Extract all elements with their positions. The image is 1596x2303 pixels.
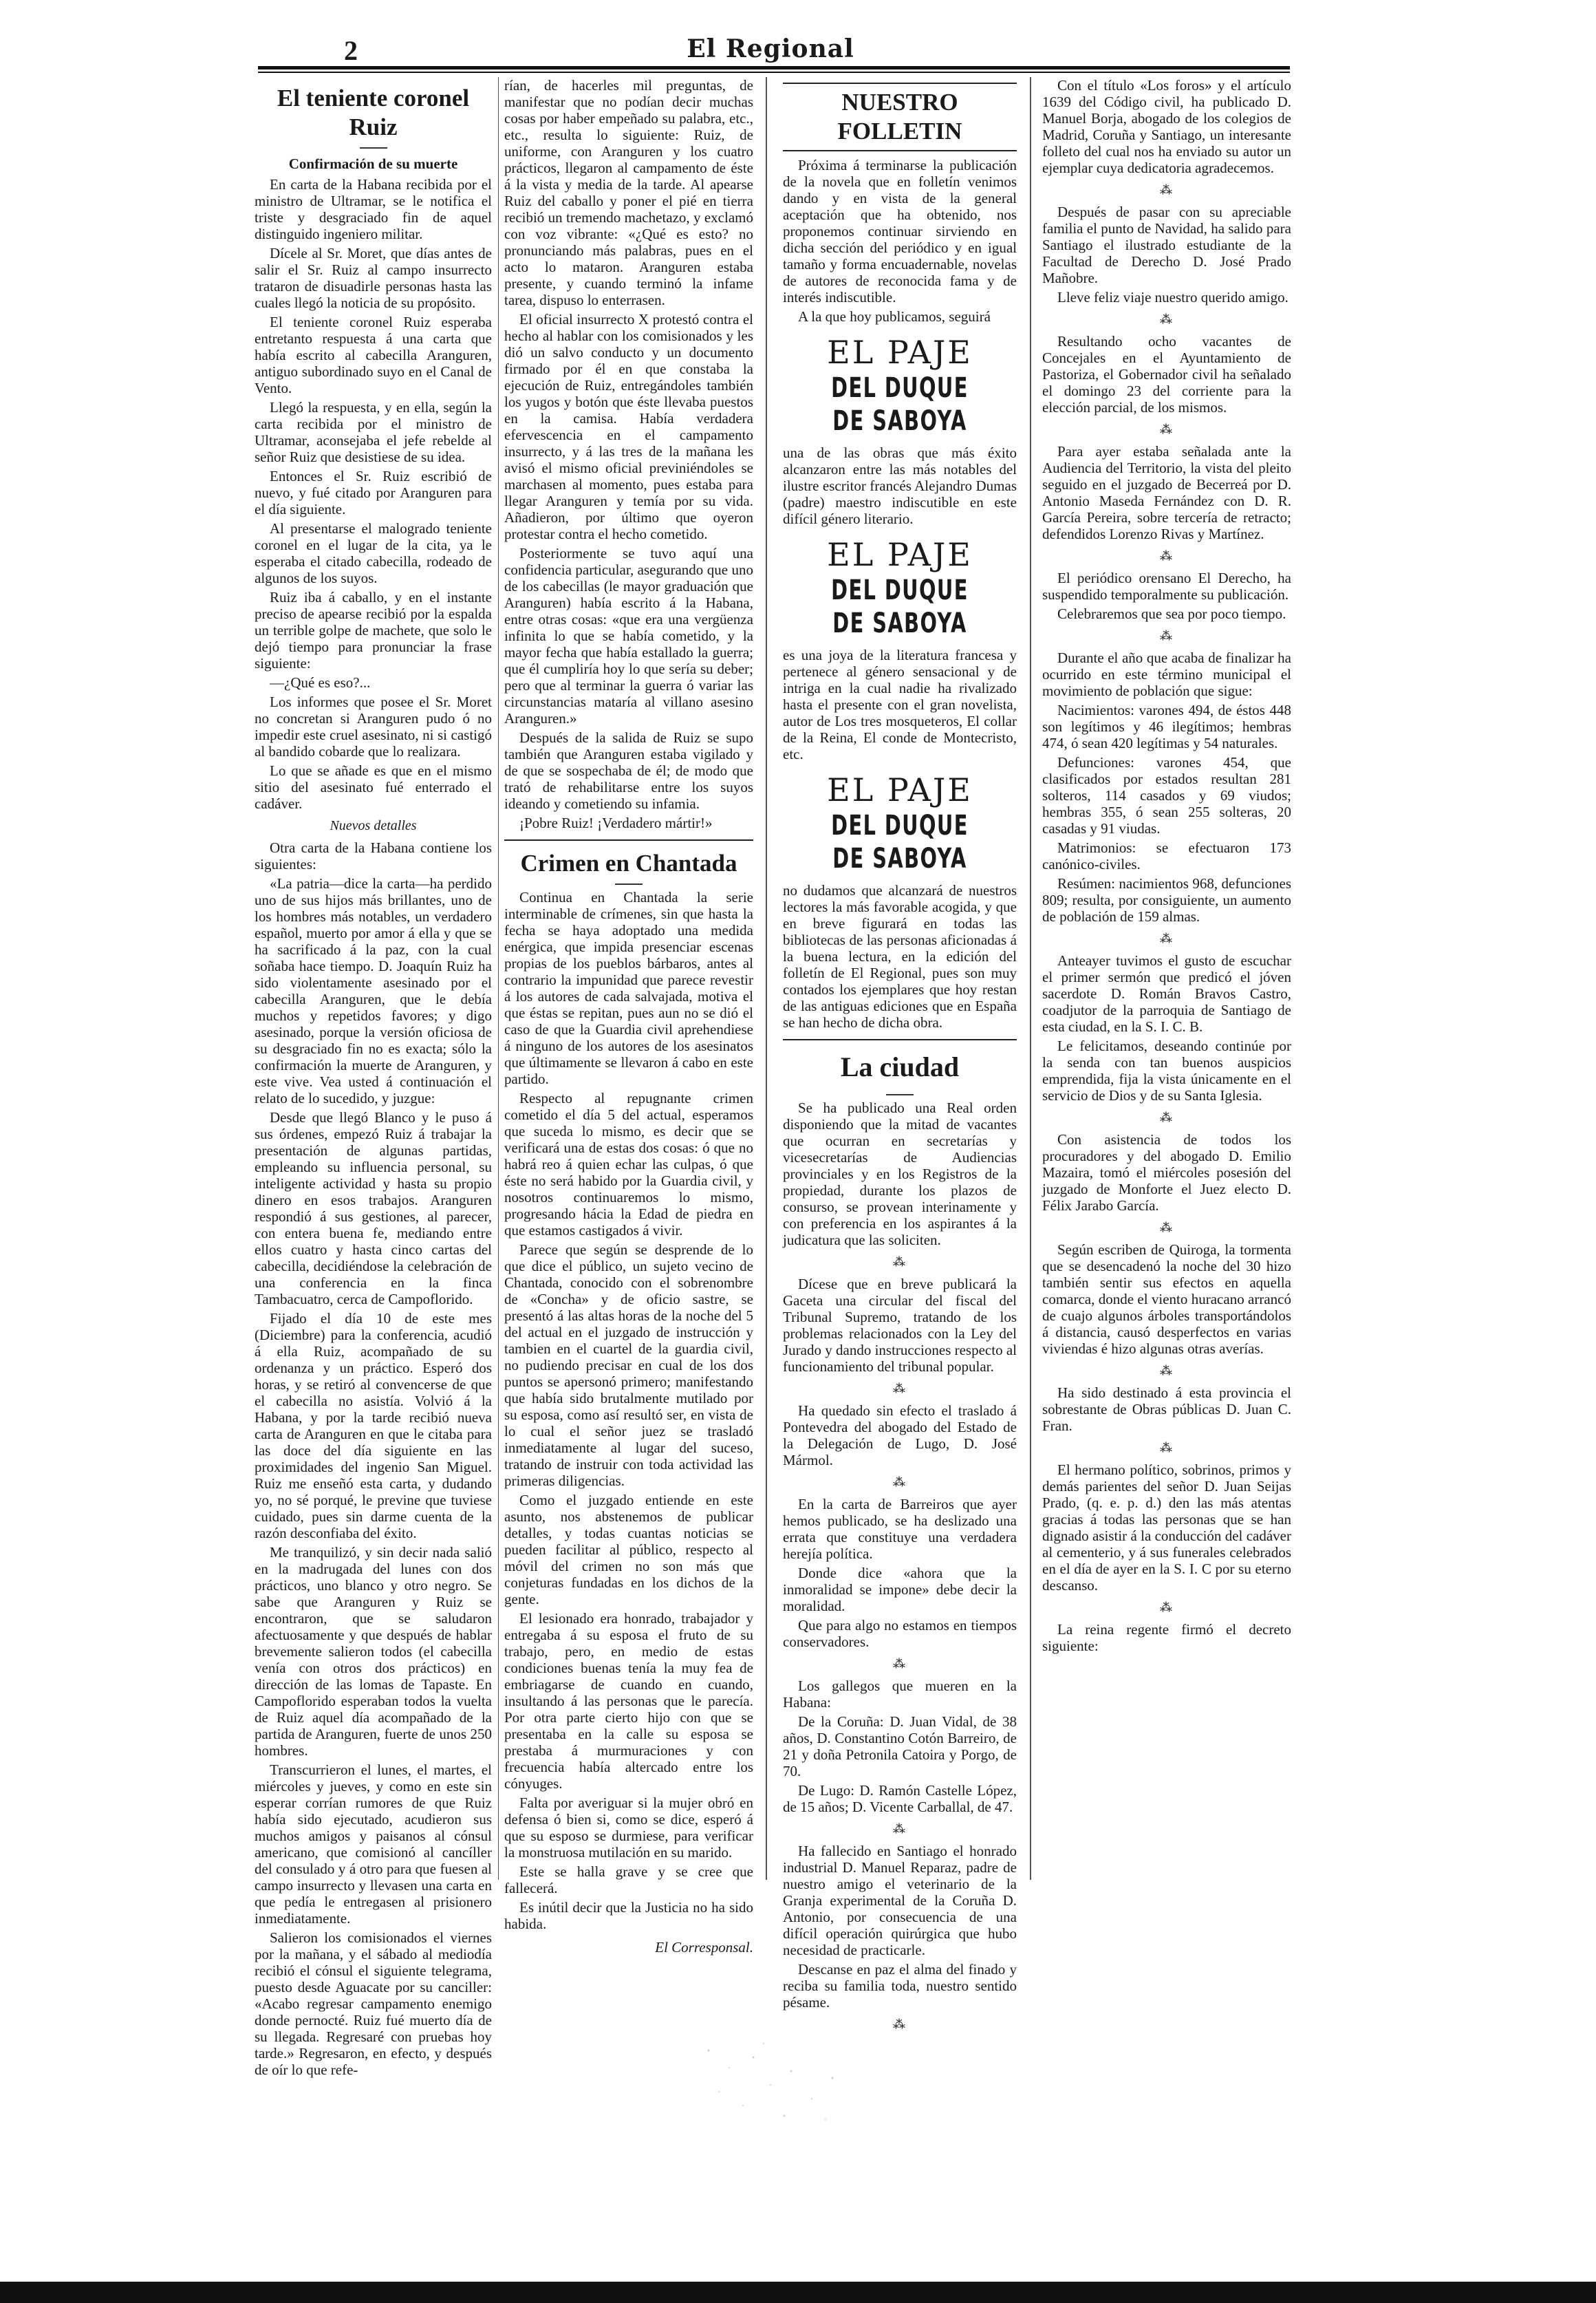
ad-text: una de las obras que más éxito alcanzaron entre las más notables del ilustre escritor francés Alejandro Dumas (padre) maestro indiscutible en este difícil género literario. — [783, 444, 1017, 527]
paragraph: Ruiz iba á caballo, y en el instante preciso de apearse recibió por la espalda un terrible golpe de machete, que solo le dejó tiempo para pronunciar la frase siguiente: — [255, 589, 492, 672]
paragraph: Transcurrieron el lunes, el martes, el miércoles y jueves, y como en este sin esperar corrían rumores de que Ruiz había sido ejecutado, acudieron sus muchos amigos y paisanos al cónsul americano, que comisionó al cancíller del consulado y á otro para que fuesen al campo insurrecto y llevasen una carta en que pedía le entregasen al prisionero inmediatamente. — [255, 1761, 492, 1927]
paragraph: Con el título «Los foros» y el artículo 1639 del Código civil, ha publicado D. Manuel Borja, abogado de los colegios de Madrid, Coruña y Santiago, un interesante folleto del cual nos ha enviado su autor un ejemplar cuya dedicatoria agradecemos. — [1042, 77, 1291, 176]
paragraph: Fijado el día 10 de este mes (Diciembre) para la conferencia, acudió á ella Ruiz, acompañado de su ordenanza y un práctico. Esperó dos horas, y se retiró al convencerse de que el cabecilla no asistía. Volvió á la Habana, y por la tarde recibió nueva carta de Aranguren en que le citaba para las doce del día siguiente en las proximidades del ingenio San Miguel. Ruiz me enseñó esta carta, y dudando yo, no sé porqué, le previne que tuviese cuidado, pues sin darme cuenta de la razón desconfiaba del éxito. — [255, 1310, 492, 1541]
paragraph: Que para algo no estamos en tiempos conservadores. — [783, 1617, 1017, 1650]
paragraph: En carta de la Habana recibida por el ministro de Ultramar, se le notifica el triste y desgraciado fin de aquel distinguido ingeniero militar. — [255, 176, 492, 242]
separator-asterism: ⁂ — [893, 1382, 907, 1395]
separator-asterism: ⁂ — [893, 1475, 907, 1489]
separator-asterism: ⁂ — [1160, 932, 1174, 945]
paragraph: Ha quedado sin efecto el traslado á Pontevedra del abogado del Estado de la Delegación de Lugo, D. José Mármol. — [783, 1402, 1017, 1468]
paragraph: Desde que llegó Blanco y le puso á sus órdenes, empezó Ruiz á trabajar la presentación de algunas partidas, empleando su influencia personal, su inteligente actividad y hasta su propio dinero en esos trabajos. Aranguren respondió á sus gestiones, al parecer, con entera buena fe, mediando entre ellos cuatro y hasta cinco cartas del cabecilla, decidiéndose la celebración de una conferencia en la finca Tambacuatro, cerca de Campoflorido. — [255, 1109, 492, 1307]
paragraph: Se ha publicado una Real orden disponiendo que la mitad de vacantes que ocurran en secretarías y vicesecretarías de Audiencias provinciales y en los Registros de la propiedad, durante los plazos de consurso, se provean interinamente y con preferencia en los aspirantes á la judicatura que las soliciten. — [783, 1100, 1017, 1248]
separator-asterism: ⁂ — [1160, 312, 1174, 326]
paragraph: Como el juzgado entiende en este asunto, nos abstenemos de publicar detalles, y todas cuantas noticias se pueden facilitar al público, respecto al móvil del crimen no son más que conjeturas fundadas en los dichos de la gente. — [504, 1492, 753, 1607]
ad-text: es una joya de la literatura francesa y pertenece al género sensacional y de intriga en la cual nadie ha rivalizado hasta el presente con el gran novelista, autor de Los tres mosqueteros, El collar de la Reina, El conde de Montecristo, etc. — [783, 647, 1017, 762]
paragraph: Defunciones: varones 454, que clasificados por estados resultan 281 solteros, 114 casados y 69 viudos; hembras 355, ó sean 255 solteras, 20 casadas y 91 viudas. — [1042, 754, 1291, 837]
paragraph: El periódico orensano El Derecho, ha suspendido temporalmente su publicación. — [1042, 570, 1291, 603]
folletin-title: NUESTRO FOLLETIN — [837, 89, 962, 144]
ad-text: no dudamos que alcanzará de nuestros lectores la más favorable acogida, y que en breve figurará en todas las bibliotecas de las personas aficionadas á la buena lectura, en la edición del folletín de El Regional, pues son muy contados los ejemplares que hoy restan de las antiguas ediciones que en España se han hecho de dicha obra. — [783, 882, 1017, 1031]
paragraph: Me tranquilizó, y sin decir nada salió en la madrugada del lunes con dos prácticos, uno blanco y otro negro. Se sabe que Aranguren y Ruiz se encontraron, que se saludaron afectuosamente y que después de hablar brevemente salieron todos (el cabecilla venía con otros dos prácticos) en dirección de las lomas de Tapaste. En Campoflorido esperaban todos la vuelta de Ruiz aquel día acompañado de la partida de Aranguren, fuerte de unos 250 hombres. — [255, 1544, 492, 1759]
paragraph: Este se halla grave y se cree que fallecerá. — [504, 1863, 753, 1896]
paragraph: Según escriben de Quiroga, la tormenta que se desencadenó la noche del 30 hizo también sentir sus efectos en aquella comarca, donde el viento huracano arrancó de cuajo algunos árboles transportándolos á distancia, causó desperfectos en varias viviendas é hizo algunas otras averías. — [1042, 1241, 1291, 1357]
paragraph: Descanse en paz el alma del finado y reciba su familia toda, nuestro sentido pésame. — [783, 1961, 1017, 2011]
paragraph: La reina regente firmó el decreto siguiente: — [1042, 1621, 1291, 1654]
scan-border-bottom — [0, 2282, 1596, 2303]
paragraph: «La patria—dice la carta—ha perdido uno de sus hijos más brillantes, uno de los hombres más notables, un verdadero español, muerto por amor á ella y que se ha sacrificado á la paz, con la cual soñaba hace tiempo. D. Joaquín Ruiz ha sido violentamente asesinado por el cabecilla Aranguren, que le debía muchos y repetidos favores; y digo asesinado, porque la versión oficiosa de su desgraciado fin no es exacta; sólo la confirmación la muerte de Aranguren, y este vive. Vea usted á continuación el relato de lo sucedido, y juzgue: — [255, 875, 492, 1106]
title-rule — [360, 147, 387, 149]
paragraph: Llegó la respuesta, y en ella, según la carta recibida por el ministro de Ultramar, aconsejaba el jefe rebelde al señor Ruiz que desistiese de su idea. — [255, 399, 492, 465]
ad-subtitle: DEL DUQUE DE SABOYA — [831, 575, 969, 639]
paragraph: Después de pasar con su apreciable familia el punto de Navidad, ha salido para Santiago el ilustrado estudiante de la Facultad de Derecho D. José Prado Mañobre. — [1042, 204, 1291, 286]
paragraph: Ha fallecido en Santiago el honrado industrial D. Manuel Reparaz, padre de nuestro amigo el veterinario de la Granja experimental de la Coruña D. Antonio, por consecuencia de una difícil operación quirúrgica que hubo necesidad de practicarle. — [783, 1843, 1017, 1958]
paragraph: A la que hoy publicamos, seguirá — [798, 308, 991, 325]
header-rule-thin — [258, 72, 1290, 73]
paragraph: Continua en Chantada la serie interminable de crímenes, sin que hasta la fecha se haya adoptado una medida enérgica, que impida presenciar escenas propias de los pueblos bárbaros, antes al contrario la impunidad que parece revestir á los autores de cada salvajada, motiva el que éstas se repitan, pues aun no se dió el caso de que la Guardia civil aprehendiese á ninguno de los autores de los asesinatos que últimamente se llevaron á cabo en este partido. — [504, 889, 753, 1087]
paragraph: Otra carta de la Habana contiene los siguientes: — [255, 839, 492, 872]
separator-asterism: ⁂ — [1160, 1221, 1174, 1234]
separator-asterism: ⁂ — [893, 1822, 907, 1836]
separator-asterism: ⁂ — [1160, 1441, 1174, 1455]
paragraph: El lesionado era honrado, trabajador y entregaba á su esposa el fruto de su trabajo, pero, en medio de estas condiciones buenas tenía la muy fea de embriagarse de cuando en cuando, insultando á las personas que le parecía. Por otra parte cierto hijo con que se presentaba en la calle su esposa se prestaba á murmuraciones y con frecuencia había altercado entre los cónyuges. — [504, 1610, 753, 1792]
paragraph: rían, de hacerles mil preguntas, de manifestar que no podían decir muchas cosas por haber empeñado su palabra, etc., etc., resulta lo siguiente: Ruiz, de uniforme, con Aranguren y los cuatro prácticos, llegaron al campamento de éste á la vista y media de la tarde. Al apearse Ruiz del caballo y poner el pié en tierra recibió un tremendo machetazo, y exclamó con voz vibrante: «¿Qué es esto? no pronunciando más palabras, pues en el acto lo mataron. Aranguren estaba presente, y cuando terminó la infame tarea, dispuso lo enterrasen. — [504, 77, 753, 308]
paragraph: El teniente coronel Ruiz esperaba entretanto respuesta á una carta que había escrito al cabecilla Aranguren, antiguo subordinado suyo en el Canal de Vento. — [255, 314, 492, 396]
paragraph: Entonces el Sr. Ruiz escribió de nuevo, y fué citado por Aranguren para el día siguiente. — [255, 468, 492, 517]
paragraph: Salieron los comisionados el viernes por la mañana, y el sábado al mediodía recibió el cónsul el siguiente telegrama, puesto desde Aguacate por su canciller: «Acabo regresar campamento enemigo donde pernocté. Ruiz fué muerto día de su llegada. Regresaré con pruebas hoy tarde.» Regresaron, en efecto, y después de oír lo que refe- — [255, 1929, 492, 2078]
paragraph: Durante el año que acaba de finalizar ha ocurrido en este término municipal el movimiento de población que sigue: — [1042, 650, 1291, 699]
paragraph: En la carta de Barreiros que ayer hemos publicado, se ha deslizado una errata que constituye una verdadera herejía política. — [783, 1496, 1017, 1562]
separator-asterism: ⁂ — [1160, 183, 1174, 197]
paragraph: Le felicitamos, deseando continúe por la senda con tan buenos auspicios emprendida, fija la vista únicamente en el servicio de Dios y de su Santa Iglesia. — [1042, 1038, 1291, 1104]
subhead-nuevos-detalles: Nuevos detalles — [330, 818, 417, 833]
paragraph: De Lugo: D. Ramón Castelle López, de 15 años; D. Vicente Carballal, de 47. — [783, 1782, 1017, 1815]
paragraph: Lleve feliz viaje nuestro querido amigo. — [1057, 289, 1288, 306]
column-3 — [783, 77, 1017, 2038]
paragraph: Resultando ocho vacantes de Concejales en el Ayuntamiento de Pastoriza, el Gobernador civil ha señalado el domingo 23 del corriente para la elección parcial, de los mismos. — [1042, 333, 1291, 416]
paragraph: Lo que se añade es que en el mismo sitio del asesinato fué enterrado el cadáver. — [255, 762, 492, 812]
paragraph: Dícese que en breve publicará la Gaceta una circular del fiscal del Tribunal Supremo, tratando de los problemas relacionados con la Ley del Jurado y dando instrucciones respecto al funcionamiento del tribunal popular. — [783, 1276, 1017, 1375]
paragraph: El hermano político, sobrinos, primos y demás parientes del señor D. Juan Seijas Prado, (q. e. p. d.) den las más atentas gracias á todas las personas que se han dignado asistir á la conducción del cadáver al cementerio, y á sus funerales celebrados en el día de ayer en la S. I. C por su eterno descanso. — [1042, 1461, 1291, 1594]
column-divider — [498, 77, 499, 1880]
paragraph: Donde dice «ahora que la inmoralidad se impone» debe decir la moralidad. — [783, 1565, 1017, 1614]
ad-title: EL PAJE — [827, 536, 973, 573]
paragraph: ¡Pobre Ruiz! ¡Verdadero mártir!» — [519, 815, 713, 831]
ad-title: EL PAJE — [827, 771, 973, 808]
paragraph: Después de la salida de Ruiz se supo también que Aranguren estaba vigilado y de que se sospechaba de él; de modo que trató de rehabilitarse entre los suyos ideando y cometiendo su infamia. — [504, 729, 753, 812]
separator-asterism: ⁂ — [1160, 1364, 1174, 1378]
column-divider — [766, 77, 767, 1880]
column-divider — [1030, 77, 1031, 1880]
signature: El Corresponsal. — [655, 1939, 753, 1956]
paragraph: Para ayer estaba señalada ante la Audiencia del Territorio, la vista del pleito seguido en el juzgado de Becerreá por D. Antonio Maseda Fernández con D. R. García Pereira, sobre tercería de retracto; defendidos Lorenzo Rivas y Martínez. — [1042, 443, 1291, 542]
paragraph: Matrimonios: se efectuaron 173 canónico-civiles. — [1042, 839, 1291, 872]
paragraph: Celebraremos que sea por poco tiempo. — [1057, 606, 1286, 622]
separator-asterism: ⁂ — [1160, 549, 1174, 563]
paragraph: Al presentarse el malogrado teniente coronel en el lugar de la cita, ya le esperaba el citado cabecilla, rodeado de algunos de los suyos. — [255, 520, 492, 586]
section-rule — [783, 1039, 1017, 1040]
paragraph: Respecto al repugnante crimen cometido el día 5 del actual, esperamos que suceda lo mismo, es decir que se verificará una de estas dos cosas: ó que no habrá reo á quien echar las culpas, ó que éste no será habido por la Guardia civil, y nosotros continuaremos lo mismo, progresando hácia la Edad de piedra en que estamos castigados á vivir. — [504, 1090, 753, 1239]
paragraph: Con asistencia de todos los procuradores y del abogado D. Emilio Mazaira, tomó el miércoles posesión del juzgado de Monforte el Juez electo D. Félix Jarabo García. — [1042, 1131, 1291, 1214]
paragraph: Ha sido destinado á esta provincia el sobrestante de Obras públicas D. Juan C. Fran. — [1042, 1384, 1291, 1434]
scan-noise — [688, 2037, 867, 2133]
paragraph: De la Coruña: D. Juan Vidal, de 38 años, D. Constantino Cotón Barreiro, de 21 y doña Petronila Catoira y Porgo, de 70. — [783, 1713, 1017, 1779]
title-rule — [615, 883, 643, 885]
paragraph: Los gallegos que mueren en la Habana: — [783, 1678, 1017, 1711]
paragraph: Los informes que posee el Sr. Moret no concretan si Aranguren pudo ó no impedir este cruel asesinato, ni si castigó al bandido cobarde que lo realizara. — [255, 694, 492, 760]
paragraph: —¿Qué es eso?... — [270, 674, 371, 691]
paragraph: Anteayer tuvimos el gusto de escuchar el primer sermón que predicó el jóven sacerdote D. Román Bravos Castro, coadjutor de la parroquia de Santiago de esta ciudad, en la S. I. C. B. — [1042, 952, 1291, 1035]
masthead — [248, 30, 1293, 65]
paragraph: Parece que según se desprende de lo que dice el público, un sujeto vecino de Chantada, conocido con el sobrenombre de «Concha» y de oficio sastre, se presentó á las altas horas de la noche del 5 del actual en el juzgado de instrucción y tambien en el cuartel de la guardia civil, no pudiendo precisar en cual de los dos puntos se apersonó primero; manifestando que había sido brutalmente mutilado por su esposa, como así resultó ser, en vista de lo cual el señor juez se trasladó inmediatamente al lugar del suceso, tratando de instruir con toda actividad las primeras diligencias. — [504, 1241, 753, 1489]
column-1 — [255, 77, 492, 2081]
separator-asterism: ⁂ — [1160, 629, 1174, 643]
paragraph: Dícele al Sr. Moret, que días antes de salir el Sr. Ruiz al campo insurrecto trataron de disuadirle personas hasta las cuales llegó la noticia de su propósito. — [255, 245, 492, 311]
article-title-ruiz: El teniente coronel Ruiz — [277, 85, 470, 140]
ad-subtitle: DEL DUQUE DE SABOYA — [831, 372, 969, 437]
article-title-chantada: Crimen en Chantada — [520, 850, 737, 877]
column-2 — [504, 77, 753, 1956]
separator-asterism: ⁂ — [893, 1657, 907, 1671]
separator-asterism: ⁂ — [1160, 1111, 1174, 1124]
section-title-la-ciudad: La ciudad — [840, 1051, 960, 1082]
paragraph: Falta por averiguar si la mujer obró en defensa ó bien si, como se dice, esperó á que su esposo se durmiese, para verificar la monstruosa mutilación en su marido. — [504, 1795, 753, 1861]
column-4 — [1042, 77, 1291, 1657]
ad-subtitle: DEL DUQUE DE SABOYA — [831, 810, 969, 875]
separator-asterism: ⁂ — [1160, 422, 1174, 436]
ad-title: EL PAJE — [827, 334, 973, 371]
newspaper-name: El Regional — [687, 34, 854, 63]
paragraph: Próxima á terminarse la publicación de la novela que en folletín venimos dando y en vista de la general aceptación que ha obtenido, nos proponemos continuar sirviendo en dicha sección del periódico y en igual tamaño y forma encuadernable, novelas de autores de reconocida fama y de interés indiscutible. — [783, 157, 1017, 306]
article-subtitle: Confirmación de su muerte — [288, 156, 458, 172]
paragraph: El oficial insurrecto X protestó contra el hecho al hablar con los comisionados y les dió un salvo conducto y un documento firmado por él en que constaba la ejecución de Ruiz, entregándoles también los yugos y botón que éste llevaba puestos en la camisa. Había verdadera efervescencia en el campamento insurrecto, y á las tres de la mañana les avisó el mismo oficial previniéndoles se marchasen al momento, pues estaba para llegar Aranguren y temía por su vida. Añadieron, por último que oyeron protestar contra el hecho cometido. — [504, 311, 753, 542]
paragraph: Es inútil decir que la Justicia no ha sido habida. — [504, 1899, 753, 1932]
paragraph: Resúmen: nacimientos 968, defunciones 809; resulta, por consiguiente, un aumento de población de 159 almas. — [1042, 875, 1291, 925]
separator-asterism: ⁂ — [1160, 1600, 1174, 1614]
separator-asterism: ⁂ — [893, 2017, 907, 2031]
title-rule — [886, 1094, 914, 1095]
page-number: 2 — [344, 35, 358, 66]
paragraph: Posteriormente se tuvo aquí una confidencia particular, asegurando que uno de los cabecillas (le mayor graduación que Aranguren) había escrito á la Habana, entre otras cosas: «que era una vergüenza infinita lo que se había cometido, y la mayor fecha que había estallado la guerra; que él cumpliría hoy lo que sería su deber; pero que al terminar la guerra ó variar las circunstancias mataría al villano asesino Aranguren.» — [504, 545, 753, 727]
header-rule-thick — [258, 66, 1290, 69]
separator-asterism: ⁂ — [893, 1255, 907, 1269]
folletin-header — [783, 83, 1017, 151]
section-rule — [504, 839, 753, 841]
paragraph: Nacimientos: varones 494, de éstos 448 son legítimos y 46 ilegítimos; hembras 474, ó sean 420 legítimas y 54 naturales. — [1042, 702, 1291, 751]
